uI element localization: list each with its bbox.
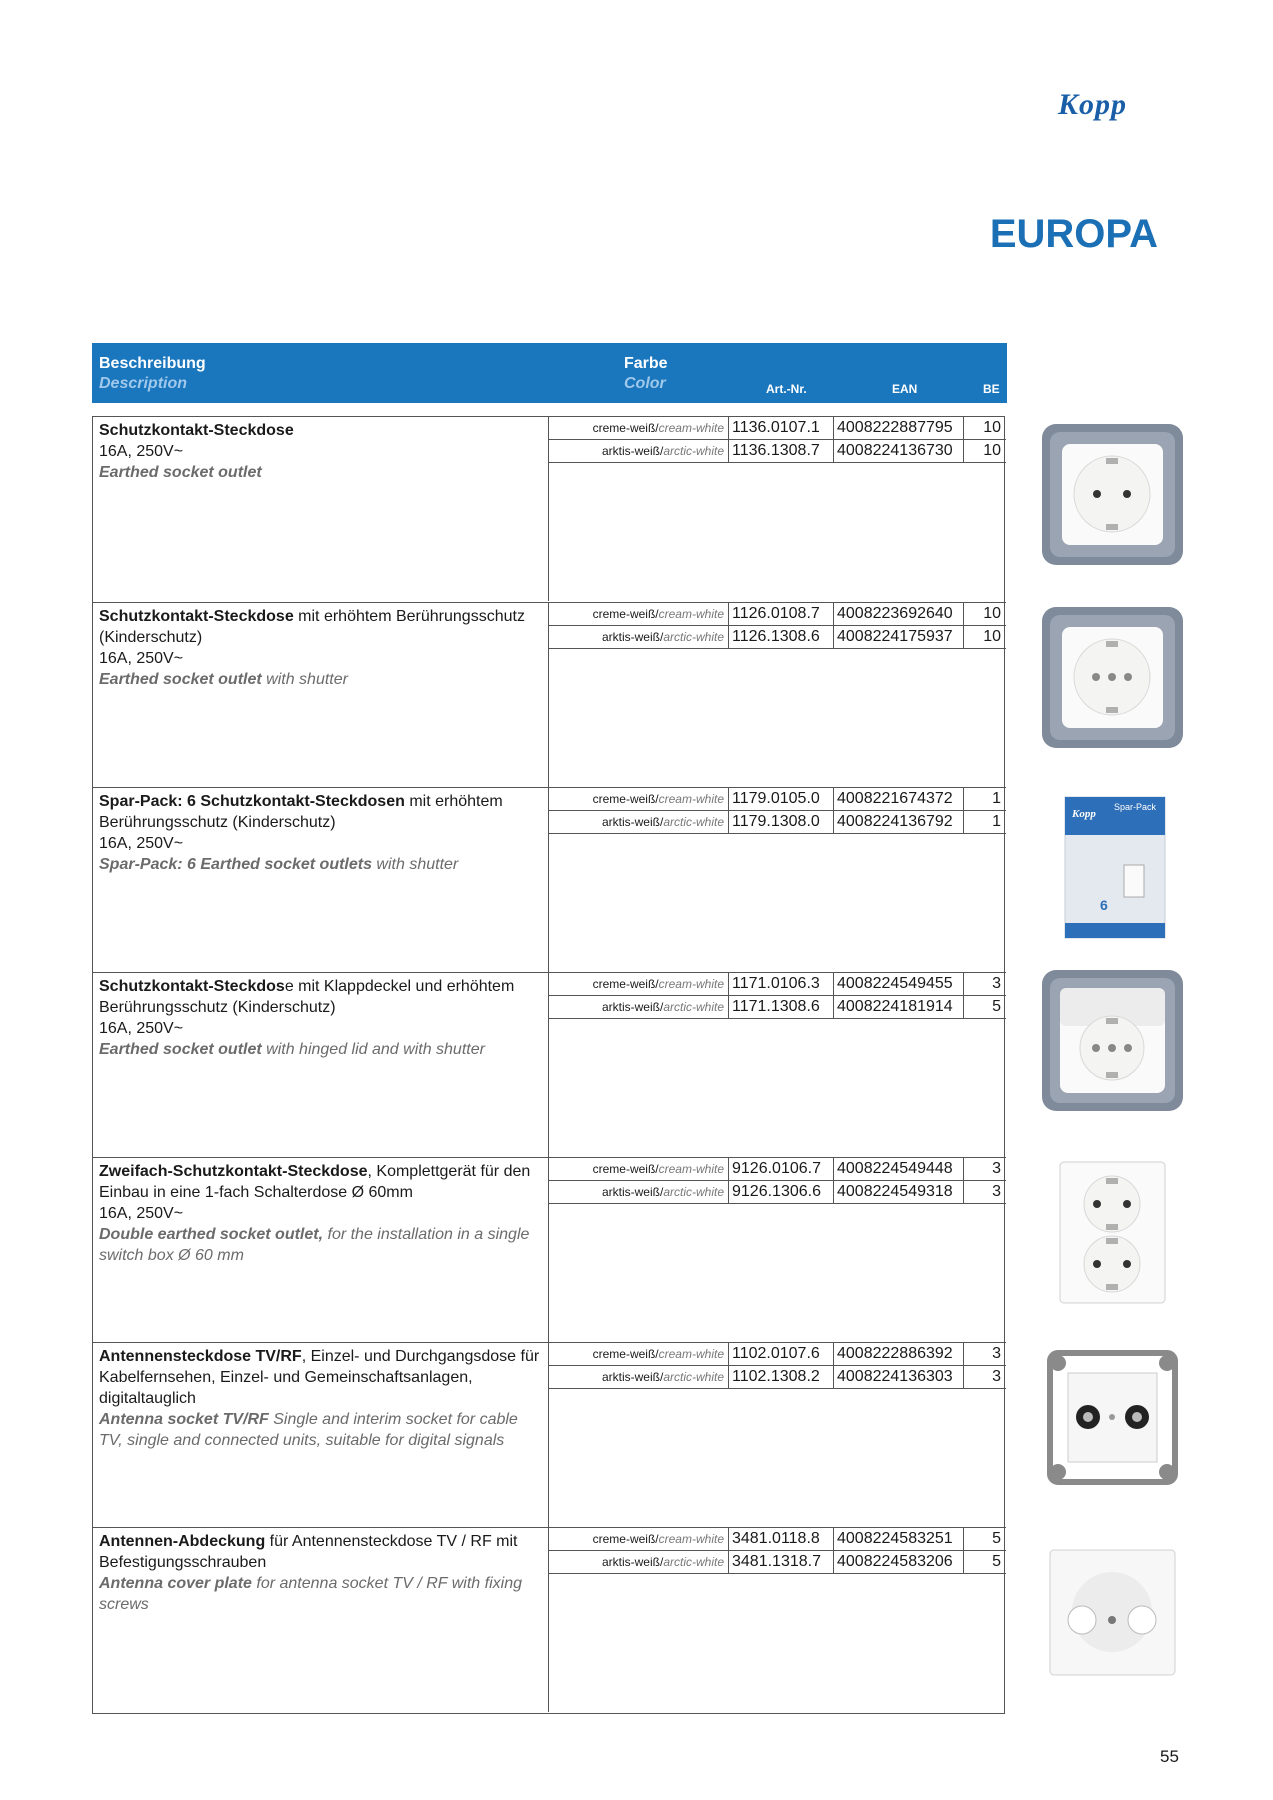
- ean-code: 4008224175937: [834, 626, 964, 648]
- packing-unit: 3: [992, 1183, 1001, 1200]
- pack-label: Spar-Pack: [1114, 802, 1157, 812]
- header-color-de: Farbe: [624, 355, 668, 372]
- pack-count: 6: [1100, 897, 1108, 913]
- rating-text: 16A, 250V~: [99, 1205, 184, 1222]
- product-name-en-rest: Single and interim socket for cable TV, single and connected units, suitable for digital signals: [99, 1411, 518, 1449]
- product-name-en-rest: with shutter: [371, 856, 459, 873]
- color-de: creme-weiß/: [592, 1347, 659, 1361]
- product-name-en-rest: for antenna socket TV / RF with fixing screws: [99, 1575, 522, 1613]
- color-en: arctic-white: [663, 630, 724, 644]
- variant-row: [549, 1551, 1006, 1574]
- color-en: arctic-white: [663, 1185, 724, 1199]
- ean-code: 4008224583251: [834, 1528, 964, 1550]
- variant-color: [549, 417, 729, 439]
- description-de: [99, 1346, 542, 1409]
- description-de: [99, 606, 542, 648]
- variant-row: [549, 440, 1006, 463]
- product-name-en: Double earthed socket outlet,: [99, 1226, 324, 1243]
- ean-code: 4008223692640: [834, 603, 964, 625]
- product-name-en: Spar-Pack: 6 Earthed socket outlets: [99, 856, 372, 873]
- header-description-de: Beschreibung: [99, 355, 206, 372]
- description-en: [99, 1409, 542, 1451]
- color-de: arktis-weiß/: [601, 1000, 664, 1014]
- table-row: [93, 1527, 1006, 1712]
- ean-code: 4008224181914: [834, 996, 964, 1018]
- color-de: arktis-weiß/: [601, 1555, 664, 1569]
- variant-color: [549, 1158, 729, 1180]
- color-en: cream-white: [658, 421, 724, 435]
- color-en: cream-white: [658, 1347, 724, 1361]
- variant-row: [549, 1343, 1006, 1366]
- description-cell: [93, 1528, 549, 1712]
- article-number: 3481.0118.8: [729, 1528, 834, 1550]
- description-cell: [93, 973, 549, 1157]
- variant-row: [549, 973, 1006, 996]
- color-de: arktis-weiß/: [601, 630, 664, 644]
- color-de: arktis-weiß/: [601, 1185, 664, 1199]
- variant-row: [549, 626, 1006, 649]
- header-art-nr: Art.-Nr.: [766, 382, 807, 396]
- product-name: Zweifach-Schutzkontakt-Steckdose: [99, 1163, 368, 1180]
- description-de: [99, 1161, 542, 1203]
- antenna-cover-image: [1040, 1540, 1185, 1685]
- article-number: 1179.0105.0: [729, 788, 834, 810]
- variant-color: [549, 811, 729, 833]
- page-title: EUROPA: [989, 212, 1158, 256]
- packing-unit: 5: [992, 998, 1001, 1015]
- color-de: creme-weiß/: [592, 421, 659, 435]
- ean-code: 4008224136730: [834, 440, 964, 462]
- color-en: cream-white: [658, 1162, 724, 1176]
- header-be: BE: [983, 382, 1000, 396]
- double-socket-image: [1040, 1160, 1185, 1305]
- product-name: Schutzkontakt-Steckdose: [99, 608, 294, 625]
- article-number: 1171.0106.3: [729, 973, 834, 995]
- description-en: [99, 669, 542, 690]
- table-row: [93, 417, 1006, 602]
- ean-code: 4008224583206: [834, 1551, 964, 1573]
- product-name-rest: , Komplettgerät für den Einbau in eine 1-fach Schalterdose Ø 60mm: [99, 1163, 531, 1201]
- description-en: [99, 1573, 542, 1615]
- product-name-en: Antenna socket TV/RF: [99, 1411, 269, 1428]
- packing-unit: 3: [992, 1368, 1001, 1385]
- variant-row: [549, 996, 1006, 1019]
- table-row: [93, 602, 1006, 787]
- ean-code: 4008224549455: [834, 973, 964, 995]
- color-de: creme-weiß/: [592, 1162, 659, 1176]
- variant-row: [549, 1528, 1006, 1551]
- color-en: cream-white: [658, 607, 724, 621]
- article-number: 1102.1308.2: [729, 1366, 834, 1388]
- ean-code: 4008222887795: [834, 417, 964, 439]
- packing-unit: 10: [983, 628, 1001, 645]
- article-number: 1126.0108.7: [729, 603, 834, 625]
- description-de: [99, 976, 542, 1018]
- ean-code: 4008222886392: [834, 1343, 964, 1365]
- color-en: cream-white: [658, 977, 724, 991]
- packing-unit: 1: [992, 790, 1001, 807]
- product-name-rest: mit erhöhtem Berührungsschutz (Kinderschutz): [99, 608, 525, 646]
- variant-row: [549, 603, 1006, 626]
- product-table: [92, 416, 1005, 1714]
- packing-unit: 5: [992, 1530, 1001, 1547]
- header-color-en: Color: [624, 375, 666, 392]
- color-de: creme-weiß/: [592, 607, 659, 621]
- product-name-en: Earthed socket outlet: [99, 464, 262, 481]
- ean-code: 4008221674372: [834, 788, 964, 810]
- packing-unit: 5: [992, 1553, 1001, 1570]
- table-row: [93, 1342, 1006, 1527]
- color-en: arctic-white: [663, 1555, 724, 1569]
- description-en: [99, 1039, 542, 1060]
- variant-color: [549, 440, 729, 462]
- variant-color: [549, 1366, 729, 1388]
- article-number: 1136.1308.7: [729, 440, 834, 462]
- description-de: [99, 1531, 542, 1573]
- header-description-en: Description: [99, 375, 188, 392]
- description-cell: [93, 417, 549, 601]
- packing-unit: 3: [992, 1345, 1001, 1362]
- product-name-en: Earthed socket outlet: [99, 671, 262, 688]
- variant-row: [549, 1158, 1006, 1181]
- product-name-rest: mit erhöhtem Berührungsschutz (Kinderschutz): [99, 793, 503, 831]
- color-de: creme-weiß/: [592, 792, 659, 806]
- product-name: Antennen-Abdeckung: [99, 1533, 266, 1550]
- product-name: Schutzkontakt-Steckdose: [99, 422, 294, 439]
- color-de: creme-weiß/: [592, 977, 659, 991]
- color-de: creme-weiß/: [592, 1532, 659, 1546]
- packing-unit: 3: [992, 1160, 1001, 1177]
- color-en: cream-white: [658, 792, 724, 806]
- color-de: arktis-weiß/: [601, 1370, 664, 1384]
- color-en: arctic-white: [663, 444, 724, 458]
- description-de: [99, 791, 542, 833]
- color-de: arktis-weiß/: [601, 815, 664, 829]
- antenna-socket-image: [1040, 1345, 1185, 1490]
- description-en: [99, 1224, 542, 1266]
- variant-color: [549, 996, 729, 1018]
- kopp-logo: Kopp: [1058, 88, 1128, 121]
- variant-color: [549, 1528, 729, 1550]
- socket-hinged-lid-image: [1040, 968, 1185, 1113]
- color-en: arctic-white: [663, 1000, 724, 1014]
- rating-text: 16A, 250V~: [99, 1020, 184, 1037]
- product-name-en: Earthed socket outlet: [99, 1041, 262, 1058]
- rating-text: 16A, 250V~: [99, 835, 184, 852]
- variant-color: [549, 603, 729, 625]
- product-name-en-rest: for the installation in a single switch box Ø 60 mm: [99, 1226, 530, 1264]
- product-name-rest: für Antennensteckdose TV / RF mit Befestigungsschrauben: [99, 1533, 518, 1571]
- ean-code: 4008224549318: [834, 1181, 964, 1203]
- color-en: cream-white: [658, 1532, 724, 1546]
- description-cell: [93, 788, 549, 972]
- description-de: [99, 420, 542, 441]
- packing-unit: 10: [983, 419, 1001, 436]
- ean-code: 4008224136303: [834, 1366, 964, 1388]
- product-name-rest: e mit Klappdeckel und erhöhtem Berührungsschutz (Kinderschutz): [99, 978, 515, 1016]
- header-ean: EAN: [892, 382, 918, 396]
- description-en: [99, 854, 542, 875]
- page-number: 55: [1160, 1747, 1179, 1766]
- article-number: 1126.1308.6: [729, 626, 834, 648]
- packing-unit: 3: [992, 975, 1001, 992]
- article-number: 3481.1318.7: [729, 1551, 834, 1573]
- variant-color: [549, 788, 729, 810]
- description-cell: [93, 1158, 549, 1342]
- packing-unit: 1: [992, 813, 1001, 830]
- description-cell: [93, 1343, 549, 1527]
- variant-row: [549, 1181, 1006, 1204]
- variant-color: [549, 1181, 729, 1203]
- variant-row: [549, 1366, 1006, 1389]
- variant-color: [549, 1343, 729, 1365]
- article-number: 1102.0107.6: [729, 1343, 834, 1365]
- description-cell: [93, 603, 549, 787]
- product-name: Spar-Pack: 6 Schutzkontakt-Steckdosen: [99, 793, 405, 810]
- table-row: [93, 787, 1006, 972]
- packing-unit: 10: [983, 442, 1001, 459]
- description-en: [99, 462, 542, 483]
- product-name: Schutzkontakt-Steckdos: [99, 978, 285, 995]
- variant-row: [549, 811, 1006, 834]
- rating-text: 16A, 250V~: [99, 443, 184, 460]
- table-row: [93, 972, 1006, 1157]
- article-number: 1179.1308.0: [729, 811, 834, 833]
- spar-pack-image: [1040, 795, 1185, 940]
- article-number: 1171.1308.6: [729, 996, 834, 1018]
- socket-outlet-shutter-image: [1040, 605, 1185, 750]
- article-number: 9126.1306.6: [729, 1181, 834, 1203]
- article-number: 9126.0106.7: [729, 1158, 834, 1180]
- ean-code: 4008224549448: [834, 1158, 964, 1180]
- svg-text:Kopp: Kopp: [1072, 808, 1096, 820]
- product-name-en: Antenna cover plate: [99, 1575, 252, 1592]
- color-en: arctic-white: [663, 1370, 724, 1384]
- variant-color: [549, 626, 729, 648]
- variant-row: [549, 788, 1006, 811]
- color-en: arctic-white: [663, 815, 724, 829]
- ean-code: 4008224136792: [834, 811, 964, 833]
- table-row: [93, 1157, 1006, 1342]
- product-name: Antennensteckdose TV/RF: [99, 1348, 302, 1365]
- variant-color: [549, 1551, 729, 1573]
- socket-outlet-image: [1040, 422, 1185, 567]
- product-name-rest: , Einzel- und Durchgangsdose für Kabelfernsehen, Einzel- und Gemeinschaftsanlagen, digitaltauglich: [99, 1348, 540, 1407]
- product-name-en-rest: with shutter: [261, 671, 348, 688]
- variant-row: [549, 417, 1006, 440]
- variant-color: [549, 973, 729, 995]
- rating-text: 16A, 250V~: [99, 650, 184, 667]
- color-de: arktis-weiß/: [601, 444, 664, 458]
- table-header: [92, 343, 1007, 403]
- packing-unit: 10: [983, 605, 1001, 622]
- article-number: 1136.0107.1: [729, 417, 834, 439]
- product-name-en-rest: with hinged lid and with shutter: [261, 1041, 485, 1058]
